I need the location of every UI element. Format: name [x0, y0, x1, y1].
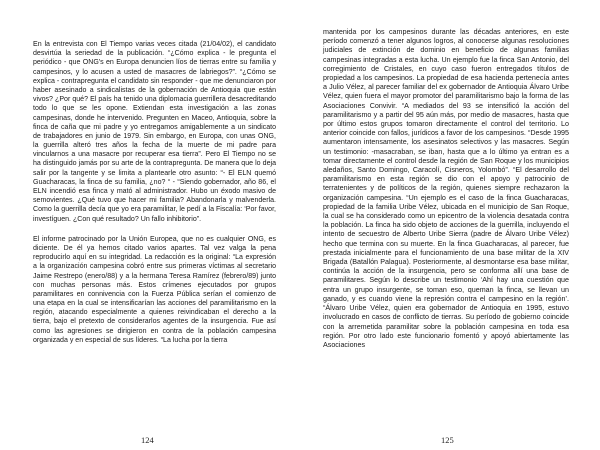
paragraph: El informe patrocinado por la Unión Europea, que no es cualquier ONG, es diciente. De él ya hemos citado varios apartes. Tal vez valga la pena reproducirlo aquí en su integridad. La redacción es la original: “La expresión a la organización campesina cobró entre sus primeras víctimas al secretario Jaime Restrepo (enero/88) y a la hermana Teresa Ramírez (febrero/89) junto con muchas personas más. Estos crímenes ejecutados por grupos paramilitares en connivencia con la Fuerza Pública serían el comienzo de una etapa en la cual se intensificarían las acciones del paramilitarismo en la región, atacando especialmente a quienes reivindicaban el derecho a la tierra, bajo el pretexto de considerarlos agentes de la insurgencia. Fue así como las agresiones se dirigieron en contra de la población campesina organizada y en especial de sus líderes. “La lucha por la tierra: [33, 235, 276, 344]
right-page-text: [323, 28, 569, 361]
page-number: 125: [441, 435, 454, 445]
right-page: [300, 0, 600, 450]
left-page-text: [33, 40, 276, 356]
paragraph: En la entrevista con El Tiempo varias veces citada (21/04/02), el candidato desvirtúa la seriedad de la publicación. “¿Cómo explica - le pregunta el periódico - que ONG's en Europa denuncien líos de tierras entre su familia y campesinos, y lo acusen a usted de masacres de labriegos?”. “¿Cómo se explica - contrapregunta el candidato sin responder - que me denunciaron por haber asesinado a sindicalistas de la gobernación de Antioquia que están vivos? ¿Por qué? El país ha tenido una diplomacia guerrillera desacreditando todo lo que se les opone. Extiendan esta investigación a las zonas campesinas, donde he intervenido. Pregunten en Maceo, Antioquia, sobre la finca de caña que mi padre y yo entregamos amigablemente a un sindicato de trabajadores en junio de 1979. Sin embargo, en Europa, con unas ONG, la guerrilla alteró tres años la fecha de la muerte de mi padre para vincularnos a una masacre por recuperar esa tierra”. Pero El Tiempo no se ha distinguido jamás por su arte de la contrapregunta. De manera que lo deja salir por la tangente y se limita a plantearle otro asunto: “- El ELN quemó Guacharacas, la finca de su familia, ¿no? “ - “Siendo gobernador, año 86, el ELN incendió esa finca y mató al administrador. Hubo un éxodo masivo de semovientes. ¿Qué tuvo que hacer mi familia? Abandonarla y malvenderla. Como la guerrilla decía que yo era paramilitar, le pedí a la Fiscalía: ‘Por favor, investíguen. ¿Con qué resultado? Un fallo inhibitorio”.: [33, 41, 276, 223]
page-number: 124: [141, 435, 154, 445]
paragraph: mantenida por los campesinos durante las décadas anteriores, en este período comenzó a tener algunos logros, al conocerse algunas resoluciones judiciales de extinción de dominio en beneficio de algunas familias campesinas integradas a esta lucha. Un ejemplo fue la finca San Antonio, del corregimiento de Cristales, en cuyo caso fueron entregados títulos de propiedad a los campesinos. La propiedad de esa hacienda pertenecía antes a Julio Vélez, al parecer familiar del ex gobernador de Antioquia Álvaro Uribe Vélez, quien fuera el mayor promotor del paramilitarismo bajo la forma de las Asociaciones Convivir. “A mediados del 93 se intensificó la acción del paramilitarismo y a partir del 95 aún más, por medio de masacres, hasta que por último estos grupos tomaron directamente el control del territorio. Lo anterior coincide con fallos, jurídicos a favor de los campesinos. “Desde 1995 aumentaron intensamente, los asesinatos selectivos y las masacres. Según un testimonio: -masacraban, se iban, hasta que a lo último ya entran es a tomar directamente el control desde la región de San Roque y los municipios aledaños, Santo Domingo, Caracolí, Cisneros, Yolombó”. “El desarrollo del paramilitarismo en esta región se dio con el apoyo y patrocinio de terratenientes y de políticos de la región, quienes siempre rechazaron la organización campesina. “Un ejemplo es el caso de la finca Guacharacas, propiedad de la familia Uribe Vélez, ubicada en el municipio de San Roque, la cual se ha considerado como un epicentro de la violencia desatada contra la población. La finca ha sido objeto de acciones de la guerrilla, incluyendo el intento de secuestro de Alberto Uribe Sierra (padre de Álvaro Uribe Vélez) hecho que termina con su muerte. En la finca Guacharacas, al parecer, fue prestada inicialmente para el funcionamiento de una base militar de la XIV Brigada (Batallón Palagua). Posteriormente, al desmontarse esa base militar, continúa la acción de la insurgencia, pero se conforma allí una base de paramilitares. Según lo describe un testimonio ‘Ahí hay una cuestión que entra un grupo insurgente, se toman eso, queman la finca, se llevan un ganado, y es cuando viene la represión contra el campesino en la región’. “Álvaro Uribe Vélez, quien era gobernador de Antioquia en 1995, estuvo involucrado en casos de conflicto de tierras. Su período de gobierno coincide con la arremetida paramilitar sobre la población campesina en toda esa región. Por otro lado este funcionario fomentó y apoyó abiertamente las Asociaciones: [323, 28, 569, 349]
